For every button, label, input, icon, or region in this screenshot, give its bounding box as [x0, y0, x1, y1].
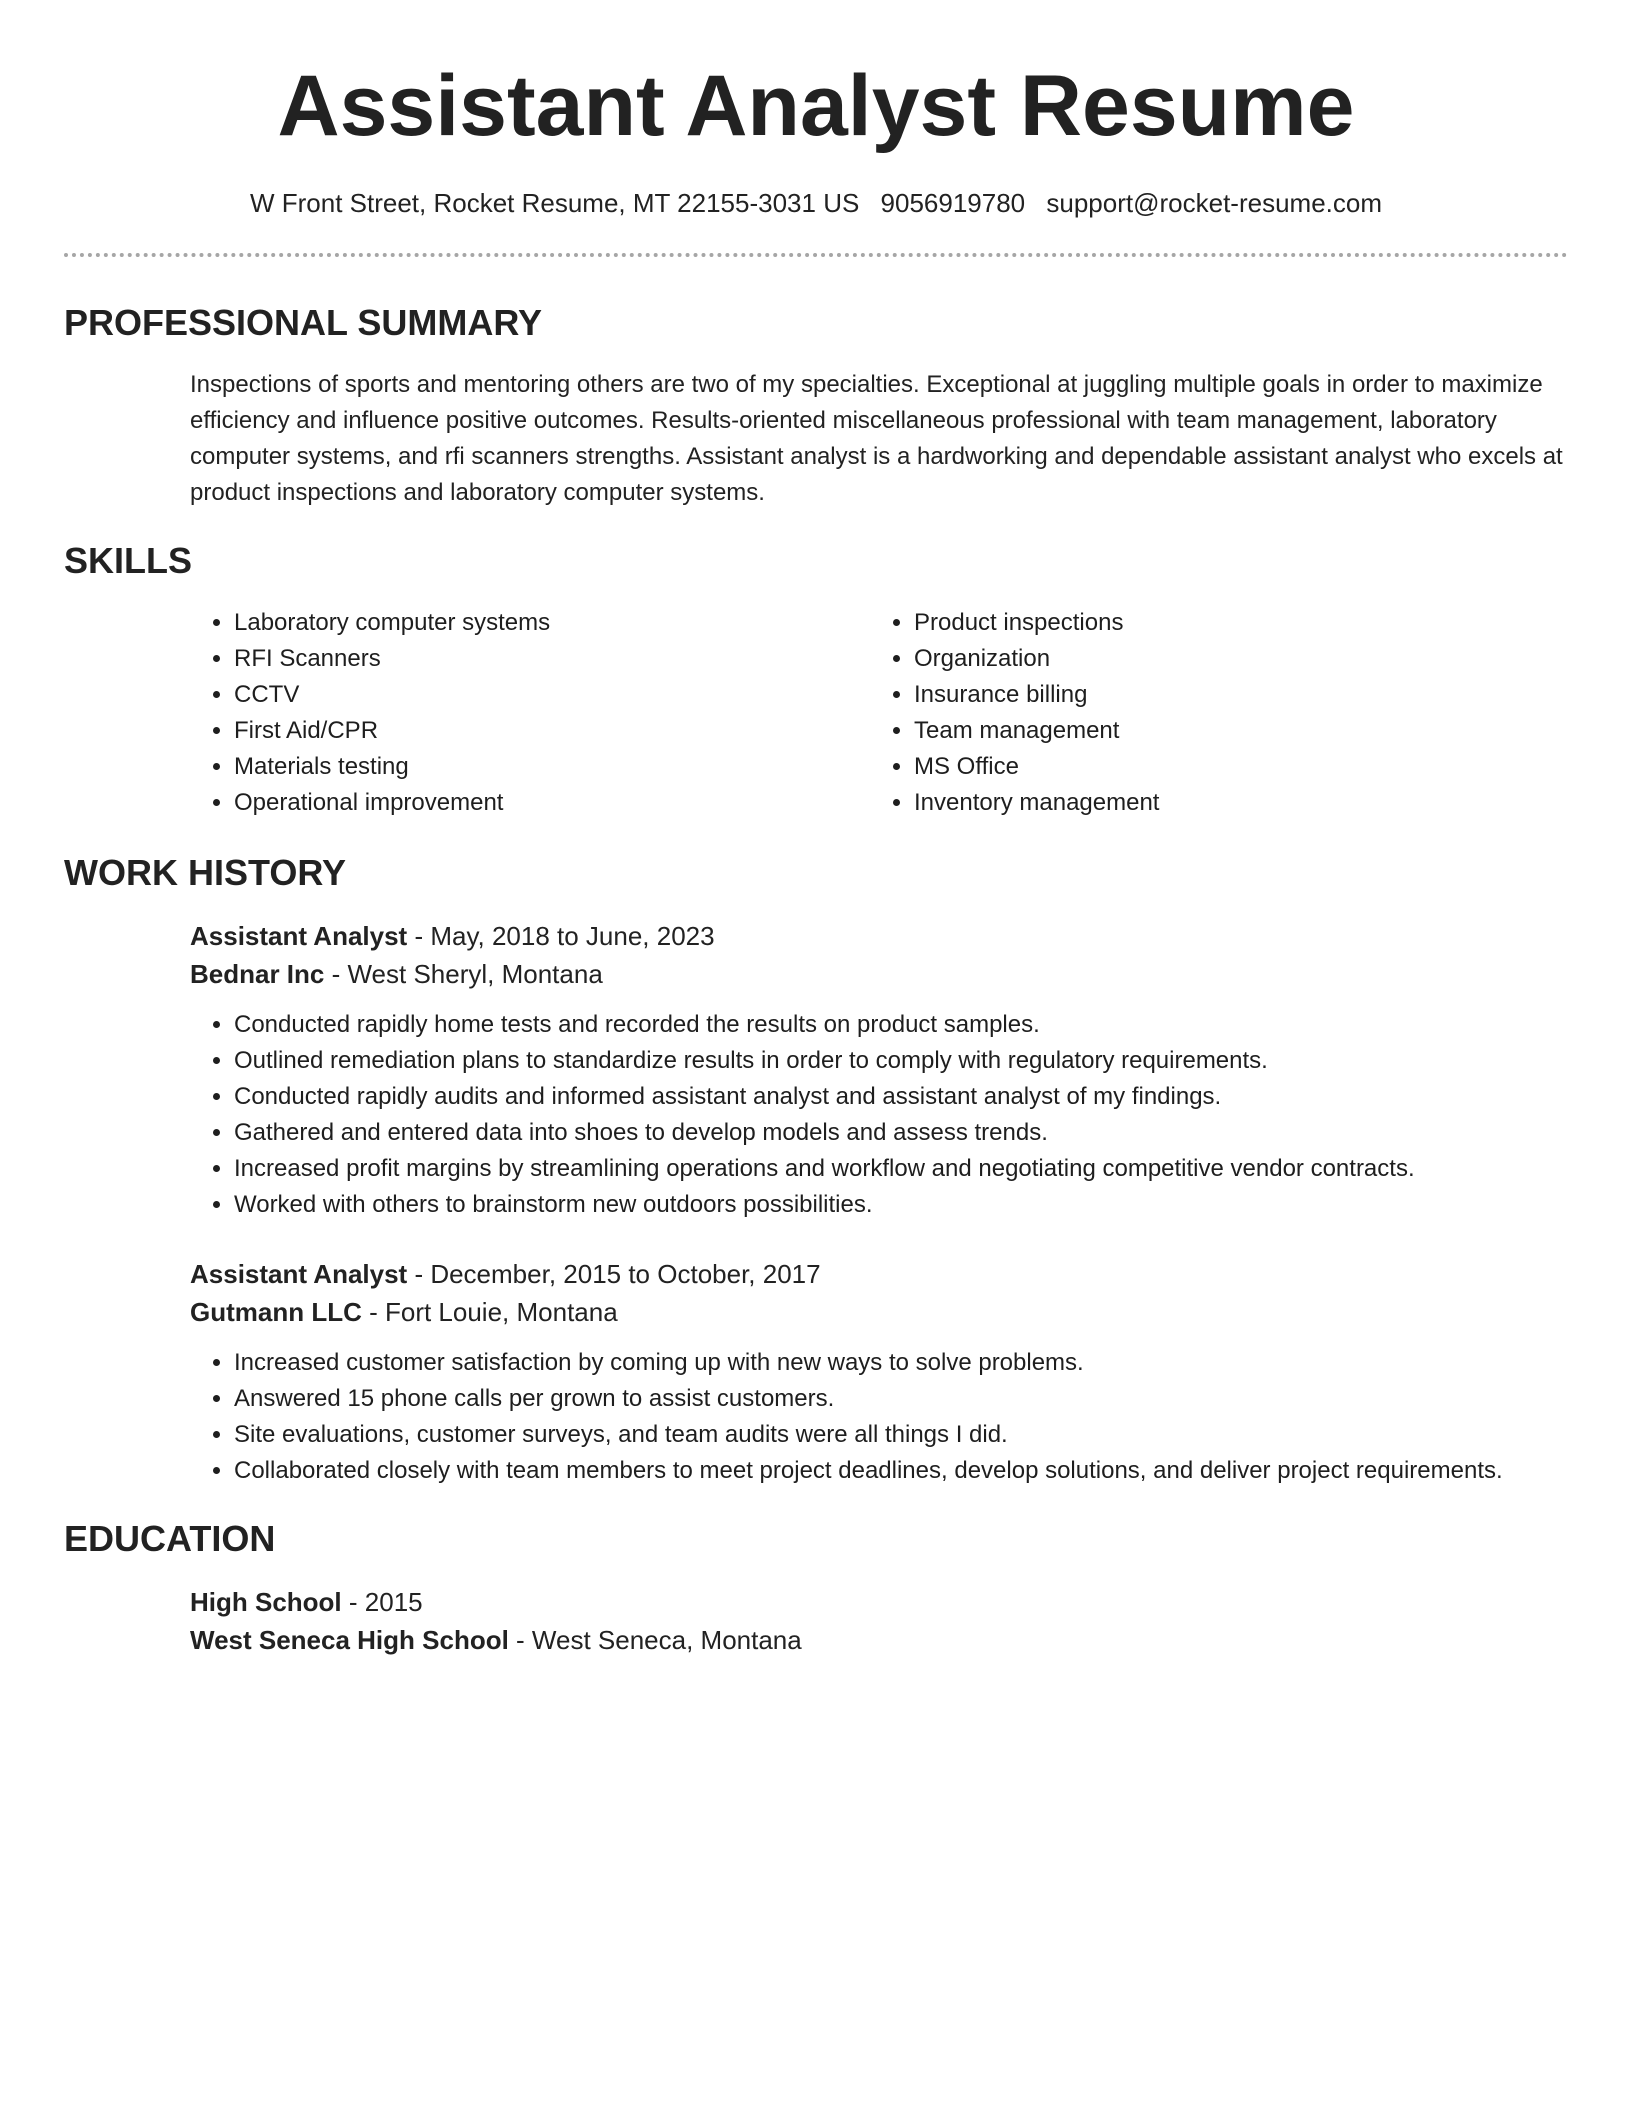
job-bullet: • Conducted rapidly home tests and recorded the results on product samples.	[234, 1007, 1568, 1043]
job-company-line	[190, 955, 1568, 993]
job-bullet-list	[190, 1007, 1568, 1223]
job-bullet: • Conducted rapidly audits and informed assistant analyst and assistant analyst of my findings.	[234, 1079, 1568, 1115]
skill-item: • Laboratory computer systems	[234, 605, 870, 641]
education-degree: High School	[190, 1587, 342, 1617]
contact-address: W Front Street, Rocket Resume, MT 22155-3031 US	[249, 188, 860, 218]
job-role-line	[190, 1255, 1568, 1293]
education-entry	[64, 1583, 1568, 1659]
skills-columns	[190, 605, 1568, 821]
job-company-line	[190, 1293, 1568, 1331]
job-location: - West Sheryl, Montana	[324, 959, 603, 989]
contact-email: support@rocket-resume.com	[1046, 188, 1383, 218]
summary-heading: PROFESSIONAL SUMMARY	[64, 302, 543, 343]
skill-item: • Product inspections	[914, 605, 1550, 641]
education-school-line	[190, 1621, 1568, 1659]
header-divider	[64, 253, 1568, 257]
job-role: Assistant Analyst	[190, 1259, 408, 1289]
skill-item: • Materials testing	[234, 749, 870, 785]
skill-item: • MS Office	[914, 749, 1550, 785]
education-school: West Seneca High School	[190, 1625, 509, 1655]
job-company: Gutmann LLC	[190, 1297, 362, 1327]
education-degree-line	[190, 1583, 1568, 1621]
skills-right-list	[870, 605, 1550, 821]
skill-item: • CCTV	[234, 677, 870, 713]
skills-heading: SKILLS	[64, 540, 193, 581]
summary-text: Inspections of sports and mentoring others are two of my specialties. Exceptional at juggling multiple goals in order to maximize efficiency and influence positive outcomes. Results-oriented miscellaneous professional with team management, laboratory computer systems, and rfi scanners strengths. Assistant analyst is a hardworking and dependable assistant analyst who excels at product inspections and laboratory computer systems.	[190, 371, 1563, 506]
skill-item: • RFI Scanners	[234, 641, 870, 677]
job-role: Assistant Analyst	[190, 921, 408, 951]
education-location: - West Seneca, Montana	[508, 1625, 802, 1655]
job-dates: - May, 2018 to June, 2023	[407, 921, 715, 951]
education-year: - 2015	[341, 1587, 423, 1617]
contact-phone: 9056919780	[880, 188, 1026, 218]
work-history-heading: WORK HISTORY	[64, 852, 347, 893]
resume-title: Assistant Analyst Resume	[277, 58, 1355, 154]
job-bullet: • Collaborated closely with team members to meet project deadlines, develop solutions, and deliver project requirements.	[234, 1453, 1568, 1489]
job-location: - Fort Louie, Montana	[361, 1297, 618, 1327]
job-bullet: • Worked with others to brainstorm new outdoors possibilities.	[234, 1187, 1568, 1223]
job-entry	[64, 917, 1568, 1223]
skill-item: • Inventory management	[914, 785, 1550, 821]
job-bullet: • Site evaluations, customer surveys, and team audits were all things I did.	[234, 1417, 1568, 1453]
job-bullet: • Outlined remediation plans to standardize results in order to comply with regulatory requirements.	[234, 1043, 1568, 1079]
job-entry	[64, 1255, 1568, 1489]
resume-header	[64, 0, 1568, 257]
skill-item: • Organization	[914, 641, 1550, 677]
job-bullet-list	[190, 1345, 1568, 1489]
job-role-line	[190, 917, 1568, 955]
skill-item: • Team management	[914, 713, 1550, 749]
job-bullet: • Answered 15 phone calls per grown to assist customers.	[234, 1381, 1568, 1417]
job-bullet: • Gathered and entered data into shoes to develop models and assess trends.	[234, 1115, 1568, 1151]
job-bullet: • Increased profit margins by streamlining operations and workflow and negotiating competitive vendor contracts.	[234, 1151, 1568, 1187]
skill-item: • Insurance billing	[914, 677, 1550, 713]
skill-item: • Operational improvement	[234, 785, 870, 821]
job-company: Bednar Inc	[190, 959, 325, 989]
job-dates: - December, 2015 to October, 2017	[407, 1259, 821, 1289]
job-bullet: • Increased customer satisfaction by coming up with new ways to solve problems.	[234, 1345, 1568, 1381]
skill-item: • First Aid/CPR	[234, 713, 870, 749]
education-heading: EDUCATION	[64, 1518, 276, 1559]
contact-line	[64, 186, 1568, 220]
skills-left-list	[190, 605, 870, 821]
skills-block	[64, 605, 1568, 821]
